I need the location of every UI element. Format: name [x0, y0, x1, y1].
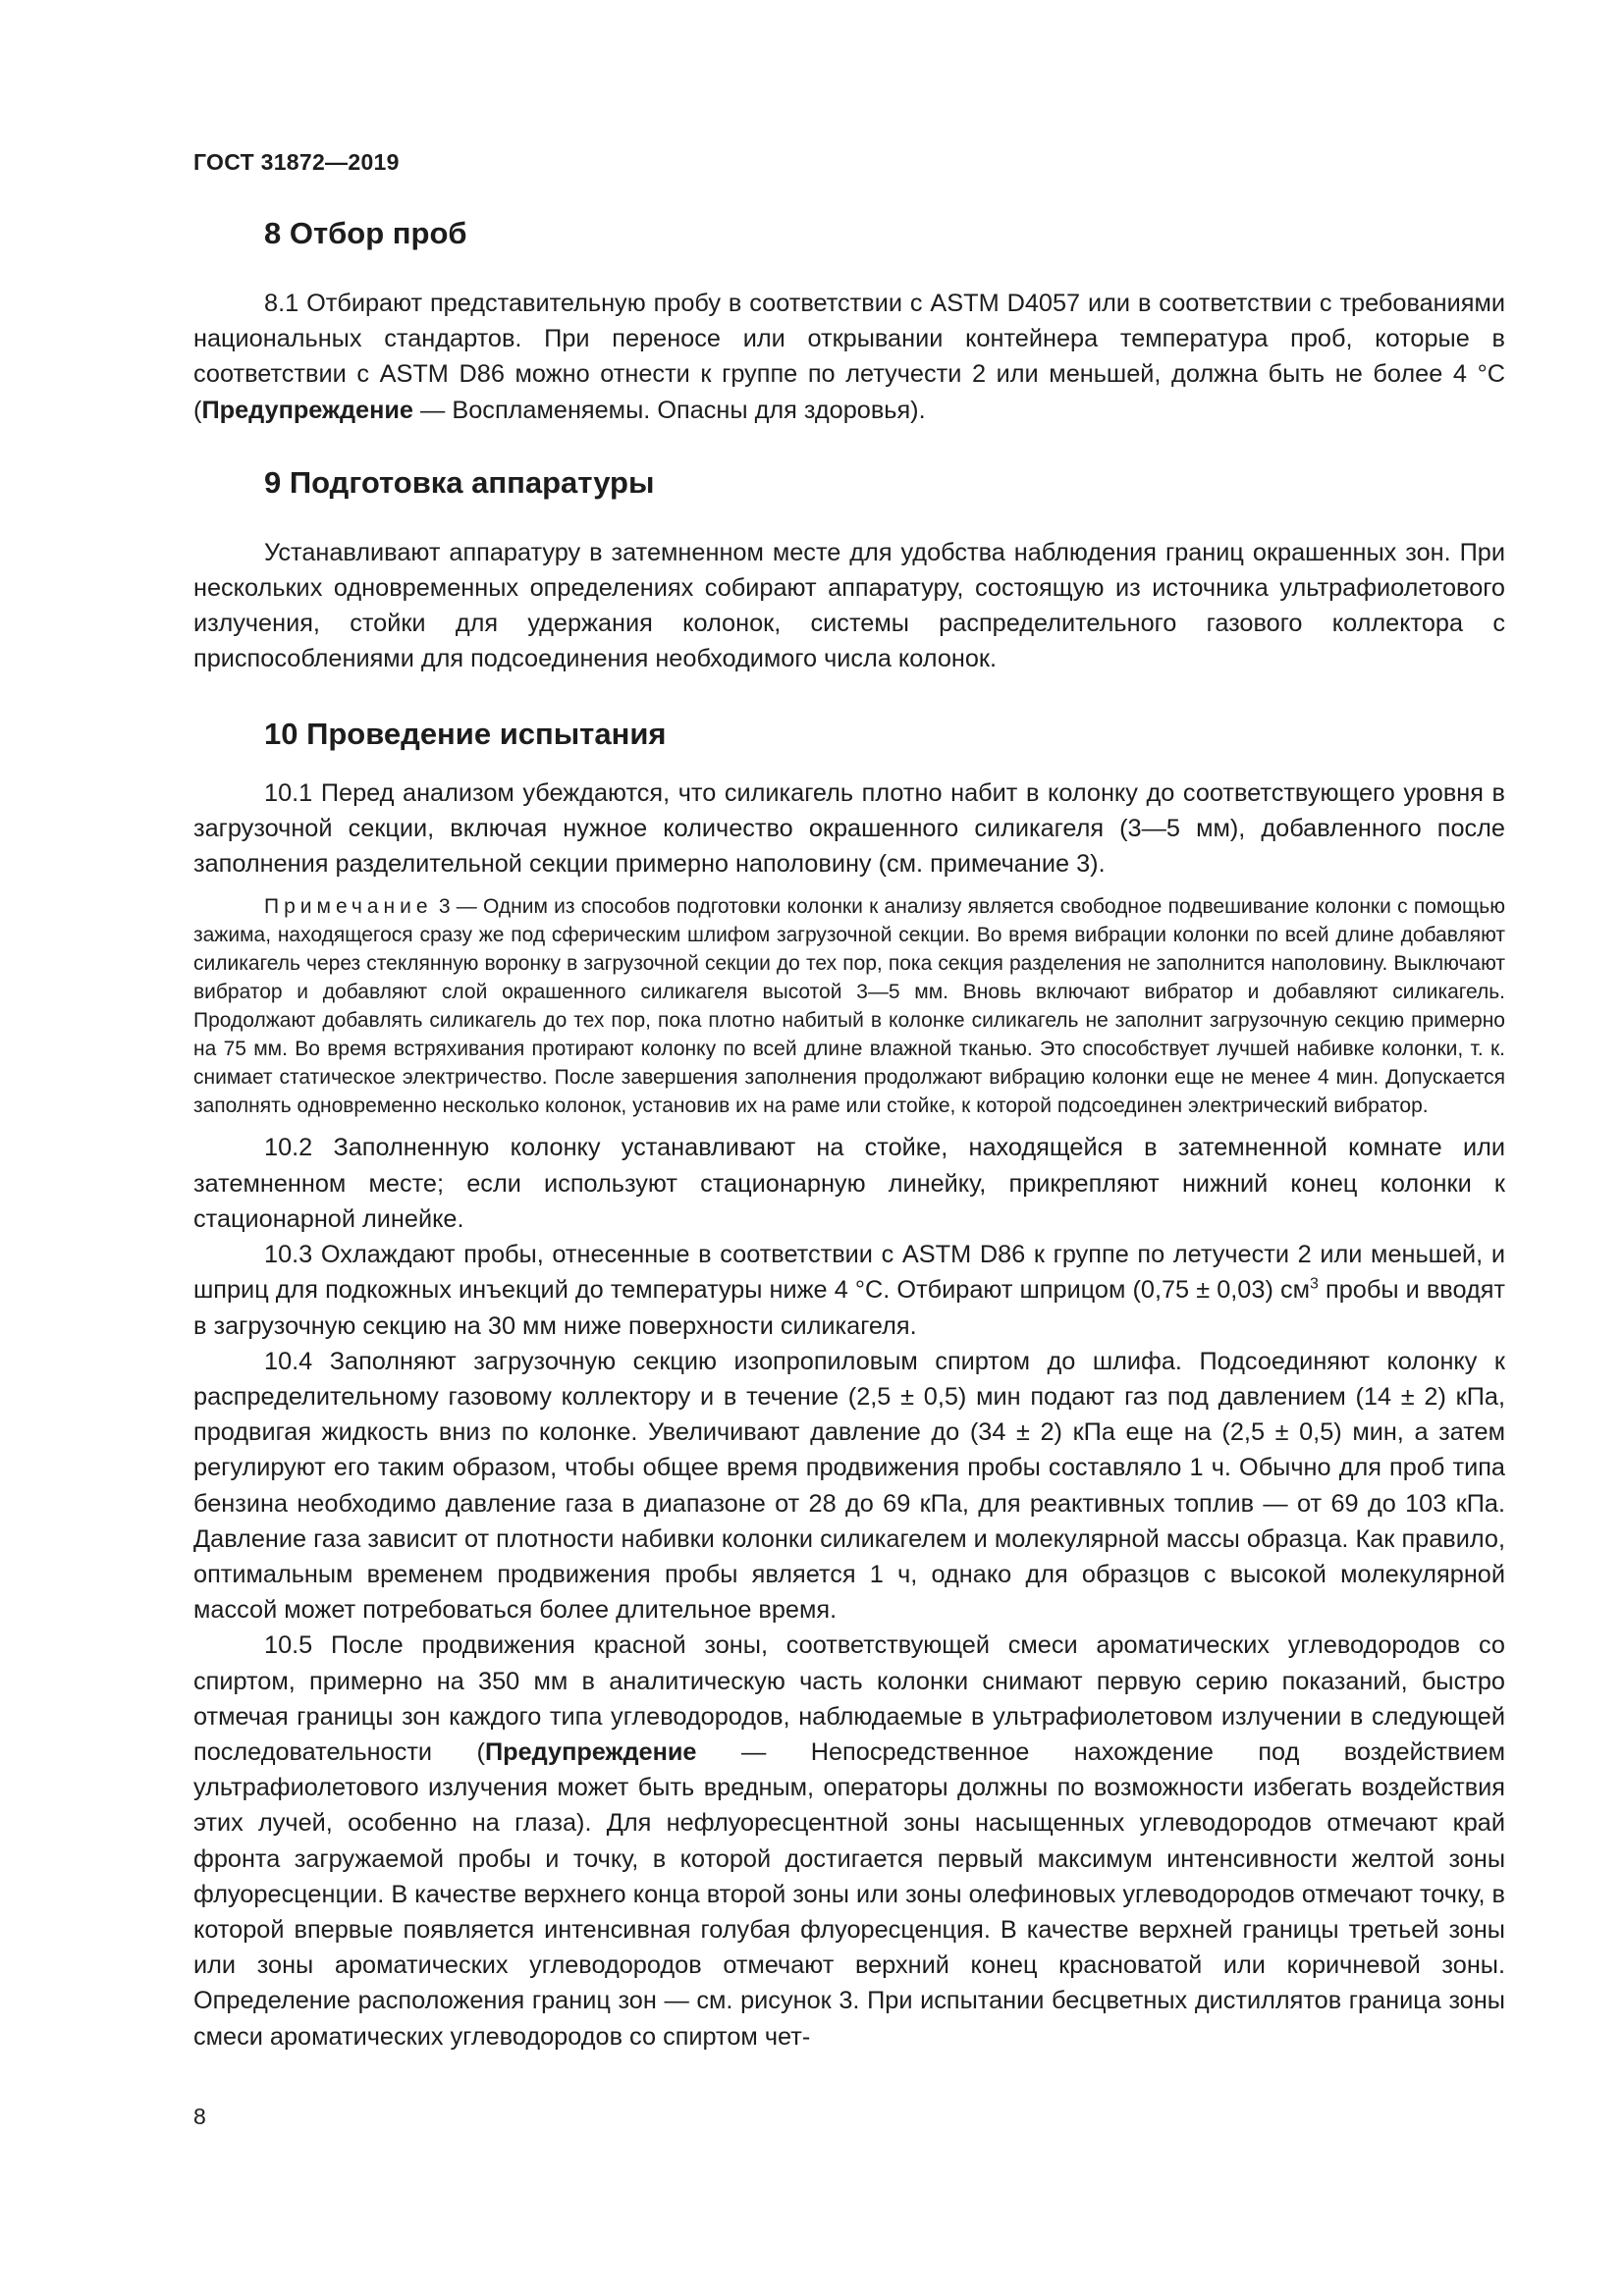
note-3	[193, 893, 1505, 1120]
paragraph-10-3-text-b: пробы и вводят в загрузочную секцию на 30 мм ниже поверхности силикагеля.	[193, 1276, 1506, 1340]
warning-label: Предупреждение	[201, 396, 414, 424]
superscript-3: 3	[1310, 1275, 1319, 1293]
document-header: ГОСТ 31872—2019	[193, 149, 400, 175]
paragraph-10-2: 10.2 Заполненную колонку устанавливают на стойке, находящейся в затемненной комнате или затемненном месте; если используют стационарную линейку, прикрепляют нижний конец колонки к стационарной линейке.	[193, 1134, 1505, 1233]
paragraph-10-1: 10.1 Перед анализом убеждаются, что силикагель плотно набит в колонку до соответствующего уровня в загрузочной секции, включая нужное количество окрашенного силикагеля (3—5 мм), добавленного после заполнения разделительной секции примерно наполовину (см. примечание 3).	[193, 778, 1505, 879]
paragraph-10-5-text-a: 10.5 После продвижения красной зоны, соответствующей смеси ароматических углеводородов со спиртом, примерно на 350 мм в аналитическую часть колонки снимают первую серию показаний, быстро отмечая границы зон каждого типа углеводородов, наблюдаемые в ультрафиолетовом излучении в следующей последовательности (	[193, 1631, 1505, 1766]
section-10-title: 10 Проведение испытания	[264, 716, 667, 751]
paragraph-10-4: 10.4 Заполняют загрузочную секцию изопропиловым спиртом до шлифа. Подсоединяют колонку к распределительному газовому коллектору и в течение (2,5 ± 0,5) мин подают газ под давлением (14 ± 2) кПа, продвигая жидкость вниз по колонке. Увеличивают давление до (34 ± 2) кПа еще на (2,5 ± 0,5) мин, а затем регулируют его таким образом, чтобы общее время продвижения пробы составляло 1 ч. Обычно для проб типа бензина необходимо давление газа в диапазоне от 28 до 69 кПа, для реактивных топлив — от 69 до 103 кПа. Давление газа зависит от плотности набивки колонки силикагелем и молекулярной массы образца. Как правило, оптимальным временем продвижения пробы является 1 ч, однако для образцов с высокой молекулярной массой может потребоваться более длительное время.	[193, 1347, 1505, 1625]
note-label: Примечание	[264, 895, 433, 919]
paragraph-10-3	[193, 1237, 1505, 1344]
warning-label: Предупреждение	[484, 1737, 697, 1766]
page-body	[193, 216, 1505, 2055]
section-8-title: 8 Отбор проб	[264, 216, 467, 250]
page-number: 8	[193, 2104, 206, 2129]
paragraph-8-1-text-a: 8.1 Отбирают представительную пробу в соответствии с ASTM D4057 или в соответствии с требованиями национальных стандартов. При переносе или открывании контейнера температура проб, которые в соответствии с ASTM D86 можно отнести к группе по летучести 2 или меньшей, должна быть не более 4 °C (	[193, 290, 1505, 424]
section-9-title: 9 Подготовка аппаратуры	[264, 464, 655, 500]
paragraph-10-5-text-b: — Непосредственное нахождение под воздействием ультрафиолетового излучения может быть вредным, операторы должны по возможности избегать воздействия этих лучей, особенно на глаза). Для нефлуоресцентной зоны насыщенных углеводородов отмечают край фронта загружаемой пробы и точку, в которой достигается первый максимум интенсивности желтой зоны флуоресценции. В качестве верхнего конца второй зоны или зоны олефиновых углеводородов отмечают точку, в которой впервые появляется интенсивная голубая флуоресценция. В качестве верхней границы третьей зоны или зоны ароматических углеводородов отмечают верхний конец красноватой или коричневой зоны. Определение расположения границ зон — см. рисунок 3. При испытании бесцветных дистиллятов граница зоны смеси ароматических углеводородов со спиртом чет-	[193, 1737, 1505, 2051]
paragraph-9-1: Устанавливают аппаратуру в затемненном месте для удобства наблюдения границ окрашенных зон. При нескольких одновременных определениях собирают аппаратуру, состоящую из источника ультрафиолетового излучения, стойки для удержания колонок, системы распределительного газового коллектора с приспособлениями для подсоединения необходимого числа колонок.	[193, 538, 1505, 673]
paragraph-8-1-text-b: — Воспламеняемы. Опасны для здоровья).	[413, 396, 926, 424]
paragraph-10-5	[193, 1628, 1505, 2054]
paragraph-8-1	[193, 286, 1505, 428]
note-text: 3 — Одним из способов подготовки колонки к анализу является свободное подвешивание колонки с помощью зажима, находящегося сразу же под сферическим шлифом загрузочной секции. Во время вибрации колонки по всей длине добавляют силикагель через стеклянную воронку в загрузочной секции до тех пор, пока секция разделения не заполнится наполовину. Выключают вибратор и добавляют слой окрашенного силикагеля высотой 3—5 мм. Вновь включают вибратор и добавляют силикагель. Продолжают добавлять силикагель до тех пор, пока плотно набитый в колонке силикагель не заполнит загрузочную секцию примерно на 75 мм. Во время встряхивания протирают колонку по всей длине влажной тканью. Это способствует лучшей набивке колонки, т. к. снимает статическое электричество. После завершения заполнения продолжают вибрацию колонки еще не менее 4 мин. Допускается заполнять одновременно несколько колонок, установив их на раме или стойке, к которой подсоединен электрический вибратор.	[193, 895, 1505, 1117]
paragraph-10-3-text-a: 10.3 Охлаждают пробы, отнесенные в соответствии с ASTM D86 к группе по летучести 2 или меньшей, и шприц для подкожных инъекций до температуры ниже 4 °C. Отбирают шприцом (0,75 ± 0,03) см	[193, 1241, 1505, 1305]
